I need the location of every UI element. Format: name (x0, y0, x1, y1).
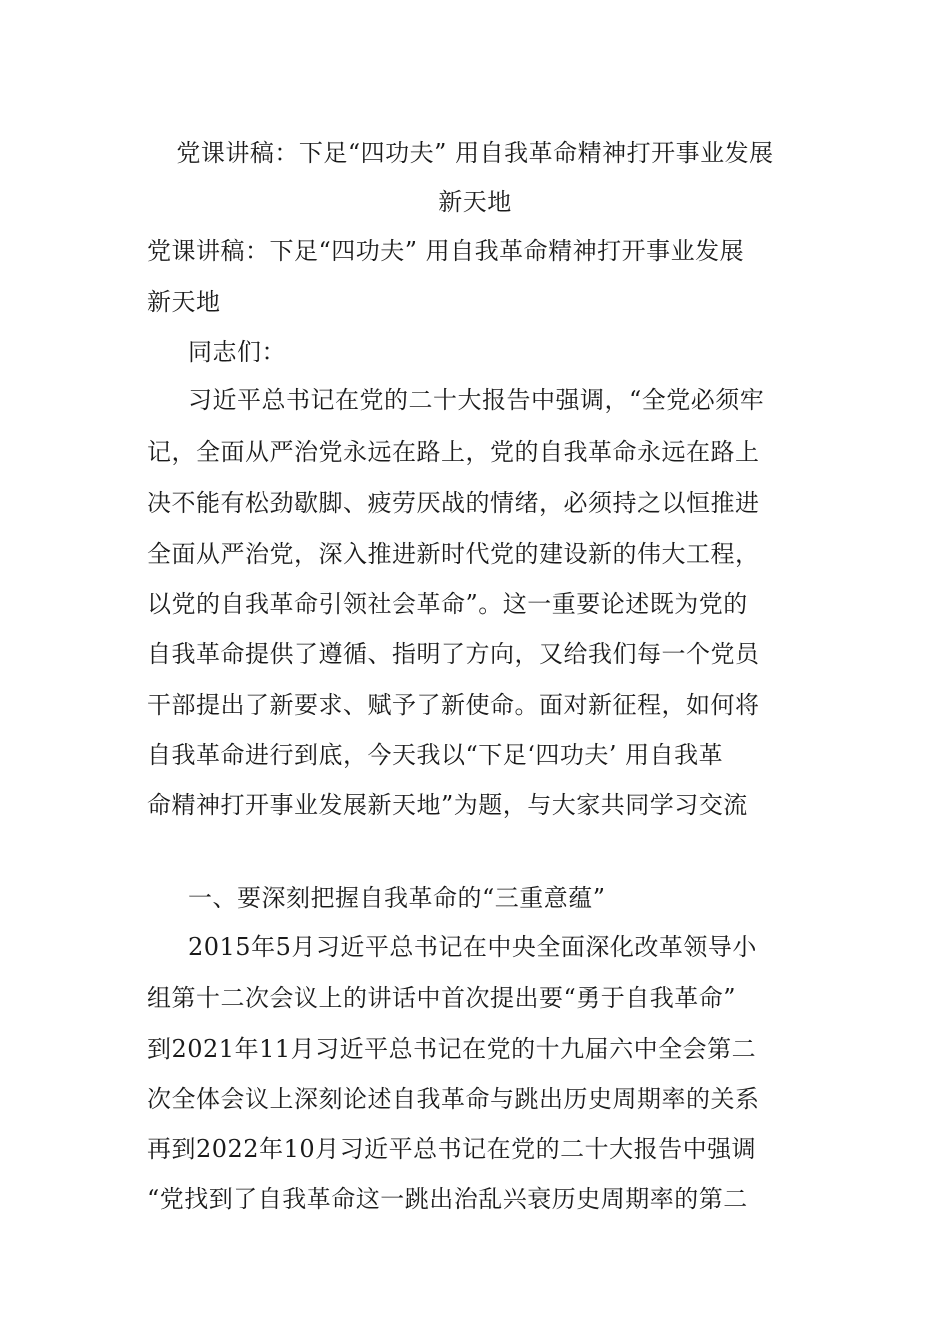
paragraph-line: 组第十二次会议上的讲话中首次提出要“勇于自我革命” (147, 984, 737, 1012)
section-heading: 一、要深刻把握自我革命的“三重意蕴” (188, 884, 606, 912)
document-title-line-2: 新天地 (438, 188, 512, 216)
paragraph-line: 记，全面从严治党永远在路上，党的自我革命永远在路上 (147, 438, 760, 466)
paragraph-line: 自我革命提供了遵循、指明了方向，又给我们每一个党员 (147, 640, 760, 668)
paragraph-line: 以党的自我革命引领社会革命”。这一重要论述既为党的 (147, 590, 748, 618)
paragraph-line: 干部提出了新要求、赋予了新使命。面对新征程，如何将 (147, 691, 760, 719)
paragraph-line: 次全体会议上深刻论述自我革命与跳出历史周期率的关系 (147, 1085, 760, 1113)
paragraph-line: 决不能有松劲歇脚、疲劳厌战的情绪，必须持之以恒推进 (147, 489, 760, 517)
salutation: 同志们： (188, 338, 286, 366)
paragraph-line: 自我革命进行到底，今天我以“下足‘四功夫’ 用自我革 (147, 741, 724, 769)
heading-line-1: 党课讲稿：下足“四功夫” 用自我革命精神打开事业发展 (147, 237, 745, 265)
paragraph-line: “党找到了自我革命这一跳出治乱兴衰历史周期率的第二 (147, 1185, 748, 1213)
paragraph-line: 习近平总书记在党的二十大报告中强调，“全党必须牢 (188, 386, 765, 414)
document-title-line-1: 党课讲稿：下足“四功夫” 用自我革命精神打开事业发展 (176, 139, 774, 167)
paragraph-line: 到2021年11月习近平总书记在党的十九届六中全会第二 (147, 1035, 757, 1063)
paragraph-line: 全面从严治党，深入推进新时代党的建设新的伟大工程， (147, 540, 760, 568)
paragraph-line: 再到2022年10月习近平总书记在党的二十大报告中强调 (147, 1135, 757, 1163)
paragraph-line: 2015年5月习近平总书记在中央全面深化改革领导小 (188, 933, 757, 961)
heading-line-2: 新天地 (147, 288, 221, 316)
paragraph-line: 命精神打开事业发展新天地”为题，与大家共同学习交流 (147, 791, 748, 819)
